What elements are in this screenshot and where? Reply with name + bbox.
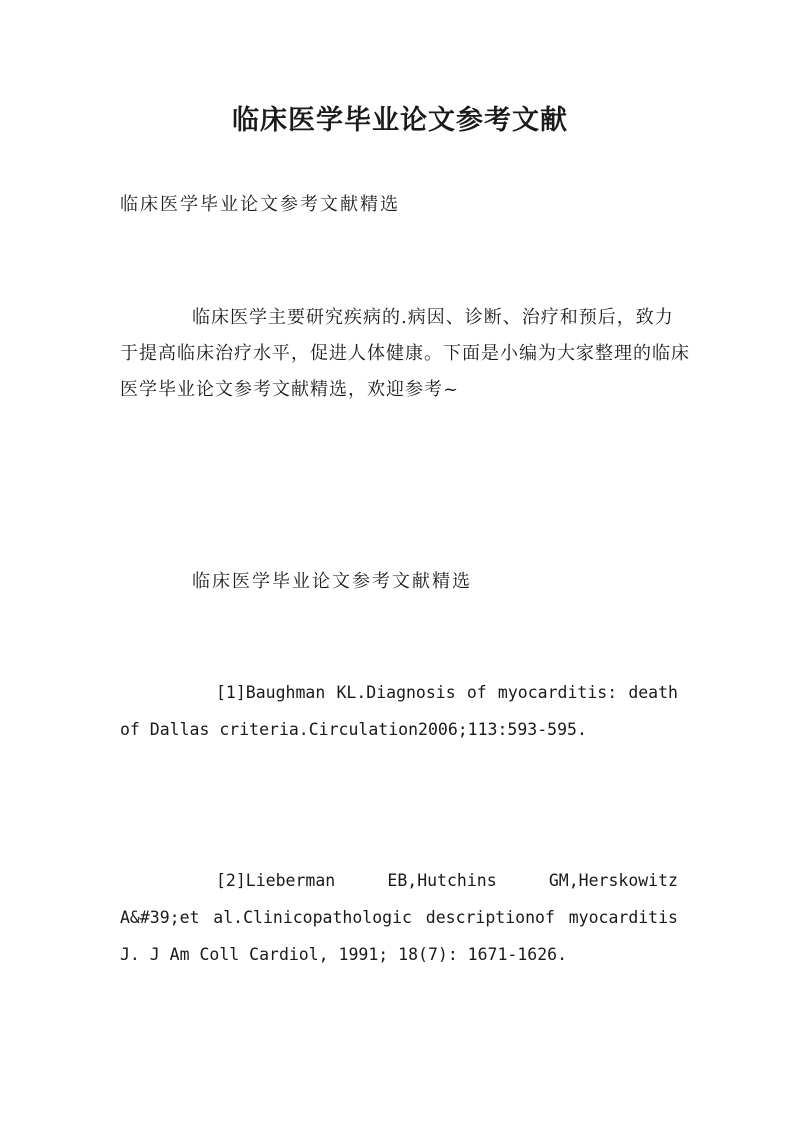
reference-item: [2]Lieberman EB,Hutchins GM,Herskowitz A&#39;et al.Clinicopathologic descriptionof myocarditis J. J Am Coll Cardiol, 1991; 18(7): 1671-1626. bbox=[120, 871, 678, 964]
intro-paragraph: 临床医学主要研究疾病的.病因、诊断、治疗和预后，致力于提高临床治疗水平，促进人体健康。下面是小编为大家整理的临床医学毕业论文参考文献精选，欢迎参考~ bbox=[120, 307, 690, 400]
document-subtitle: 临床医学毕业论文参考文献精选 bbox=[120, 194, 400, 215]
section-heading: 临床医学毕业论文参考文献精选 bbox=[192, 571, 472, 592]
document-title: 临床医学毕业论文参考文献 bbox=[232, 105, 568, 136]
reference-item: [1]Baughman KL.Diagnosis of myocarditis: death of Dallas criteria.Circulation2006;113:593-595. bbox=[120, 683, 678, 739]
